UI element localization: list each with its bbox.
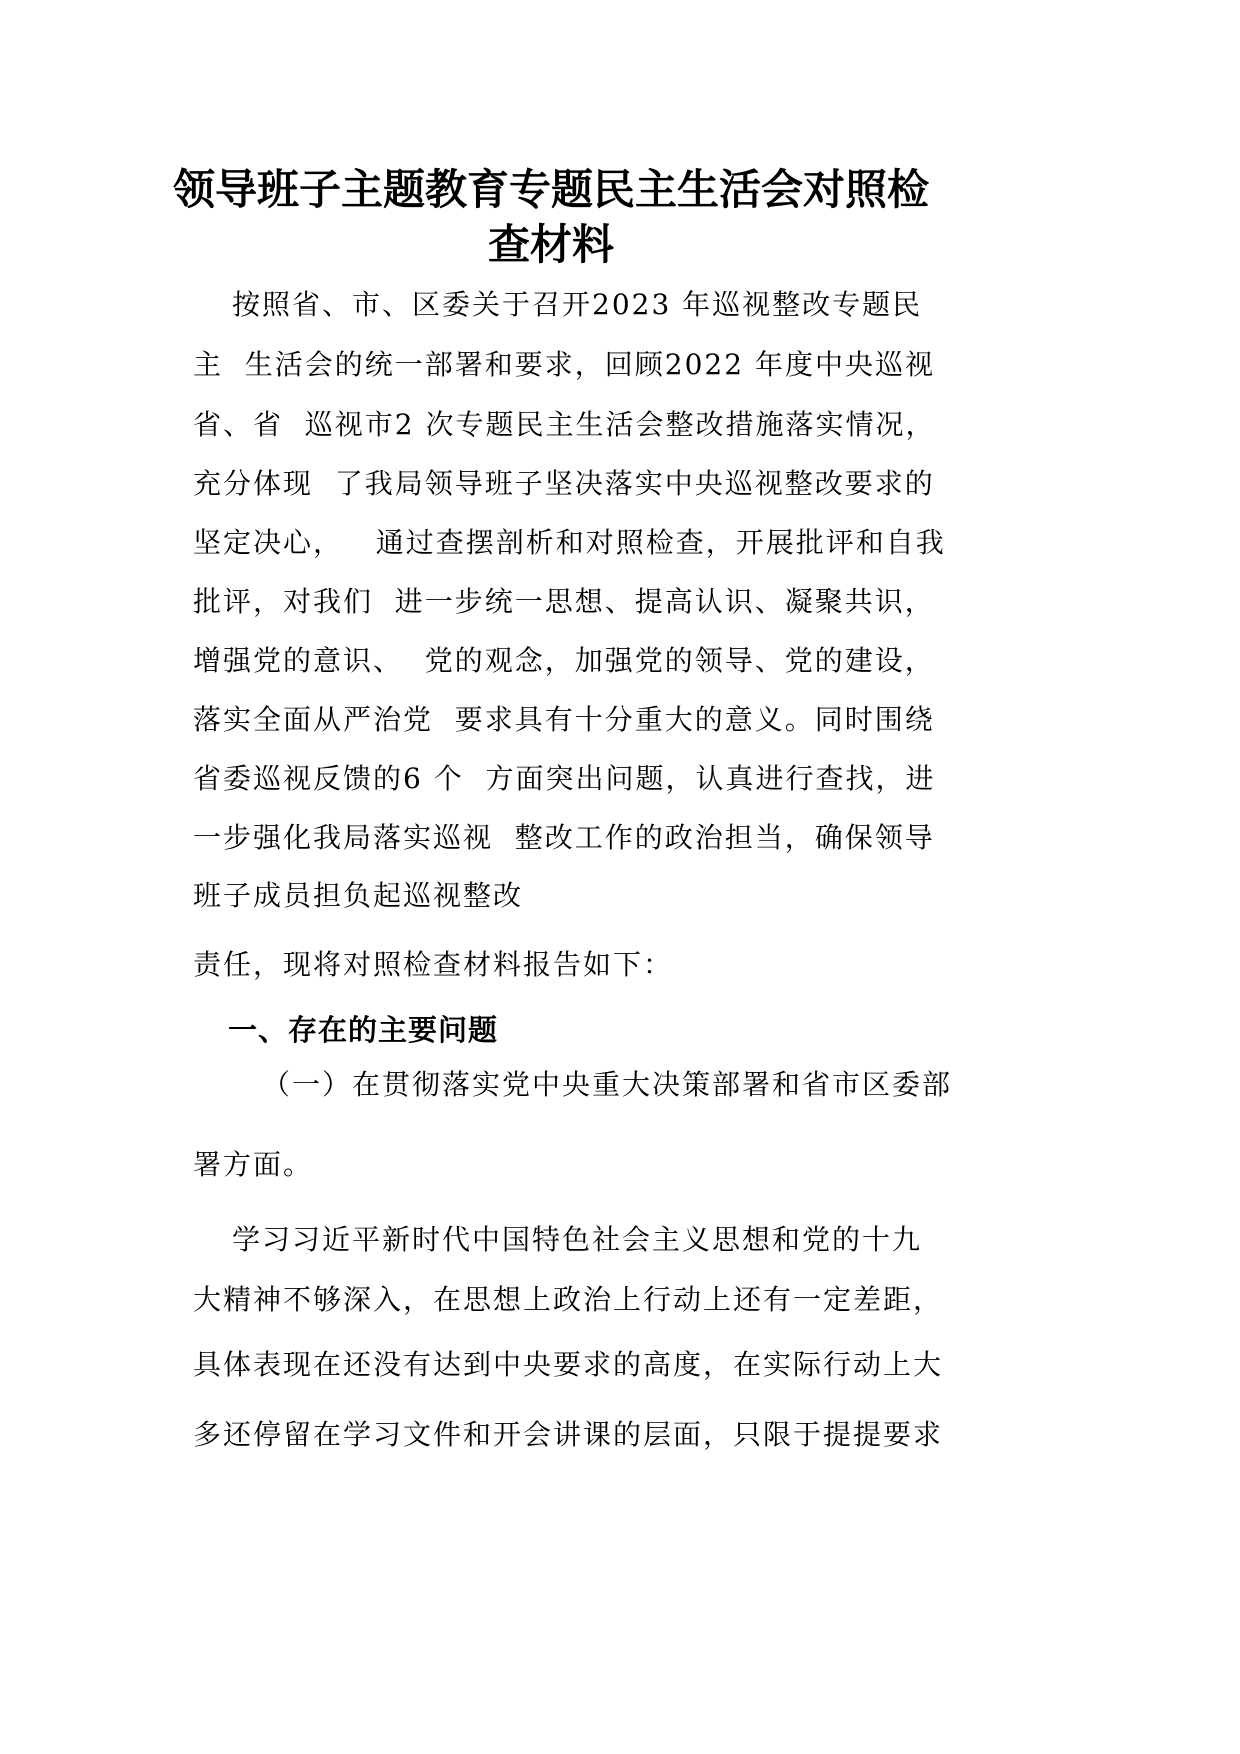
document-title-line-2: 查材料 <box>487 220 614 269</box>
intro-paragraph-line: 批评，对我们 进一步统一思想、提高认识、凝聚共识， <box>193 585 935 618</box>
intro-paragraph-line: 落实全面从严治党 要求具有十分重大的意义。同时围绕 <box>193 703 935 736</box>
intro-paragraph-line: 省委巡视反馈的6 个 方面突出问题，认真进行查找，进 <box>193 762 936 795</box>
body-paragraph-line: 具体表现在还没有达到中央要求的高度，在实际行动上大 <box>193 1348 944 1381</box>
intro-paragraph-line: 坚定决心， 通过查摆剖析和对照检查，开展批评和自我 <box>193 526 946 559</box>
intro-paragraph-line: 增强党的意识、 党的观念，加强党的领导、党的建设， <box>193 644 935 677</box>
subsection-heading-line: 署方面。 <box>193 1148 314 1181</box>
document-title-line-1: 领导班子主题教育专题民主生活会对照检 <box>172 165 929 214</box>
subsection-heading-line: （一）在贯彻落实党中央重大决策部署和省市区委部 <box>262 1068 953 1101</box>
intro-paragraph-tail: 责任，现将对照检查材料报告如下： <box>193 948 674 981</box>
intro-paragraph-line: 按照省、市、区委关于召开2023 年巡视整改专题民 <box>232 288 923 321</box>
body-paragraph-line: 学习习近平新时代中国特色社会主义思想和党的十九 <box>232 1223 923 1256</box>
intro-paragraph-line: 一步强化我局落实巡视 整改工作的政治担当，确保领导 <box>193 821 935 854</box>
section-heading: 一、存在的主要问题 <box>228 1013 499 1047</box>
intro-paragraph-line: 充分体现 了我局领导班子坚决落实中央巡视整改要求的 <box>193 467 935 500</box>
intro-paragraph-line: 省、省 巡视市2 次专题民主生活会整改措施落实情况， <box>193 408 936 441</box>
intro-paragraph-line: 班子成员担负起巡视整改 <box>193 879 524 912</box>
intro-paragraph-line: 主 生活会的统一部署和要求，回顾2022 年度中央巡视 <box>193 348 935 381</box>
body-paragraph-line: 大精神不够深入，在思想上政治上行动上还有一定差距， <box>193 1283 944 1316</box>
body-paragraph-line: 多还停留在学习文件和开会讲课的层面，只限于提提要求 <box>193 1418 944 1451</box>
